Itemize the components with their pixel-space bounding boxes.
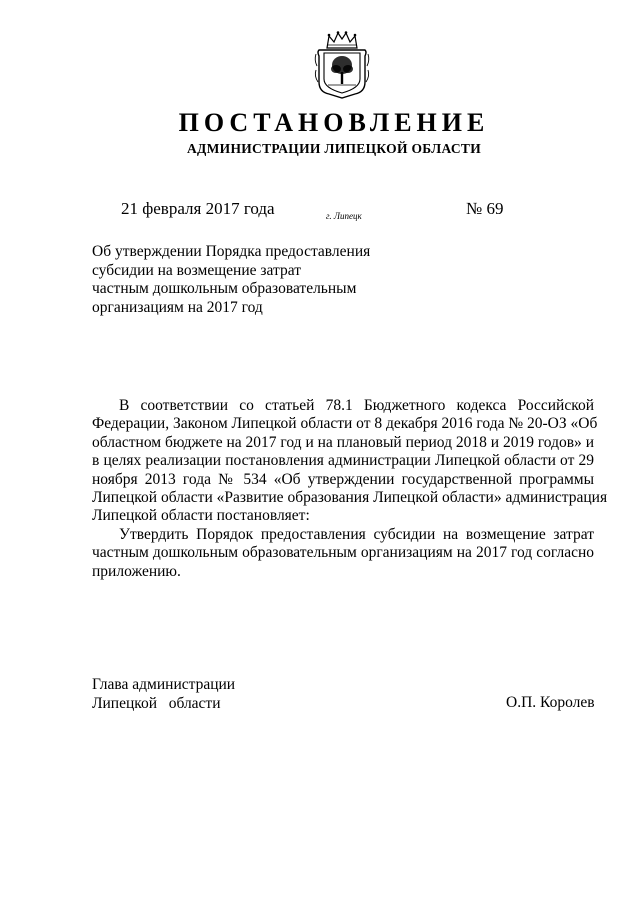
body-line: Липецкой области «Развитие образования Липецкой области» администрация xyxy=(92,489,608,507)
body-line: частным дошкольным образовательным организациям на 2017 год согласно xyxy=(92,544,594,562)
signatory-position-line: Липецкой области xyxy=(92,694,221,712)
document-body xyxy=(92,397,608,581)
body-line: в целях реализации постановления администрации Липецкой области от 29 xyxy=(92,452,594,470)
subject-line: Об утверждении Порядка предоставления xyxy=(92,243,371,260)
subject-line: субсидии на возмещение затрат xyxy=(92,261,301,279)
signatory-position-line: Глава администрации xyxy=(92,676,236,693)
document-date: 21 февраля 2017 года xyxy=(121,199,275,218)
document-title: ПОСТАНОВЛЕНИЕ xyxy=(178,108,490,137)
body-line: В соответствии со статьей 78.1 Бюджетного кодекса Российской xyxy=(119,397,594,414)
document-issuer: АДМИНИСТРАЦИИ ЛИПЕЦКОЙ ОБЛАСТИ xyxy=(186,141,482,156)
body-line: областном бюджете на 2017 год и на плановый период 2018 и 2019 годов» и xyxy=(92,433,594,451)
body-line: Федерации, Законом Липецкой области от 8 декабря 2016 года № 20-ОЗ «Об xyxy=(92,415,598,433)
signatory-name: О.П. Королев xyxy=(506,694,595,711)
body-line: приложению. xyxy=(92,562,181,580)
body-line: Липецкой области постановляет: xyxy=(92,507,310,525)
document-subject xyxy=(92,243,392,317)
signatory-position xyxy=(92,676,235,713)
coat-of-arms-icon xyxy=(313,30,371,100)
body-line: Утвердить Порядок предоставления субсидии на возмещение затрат xyxy=(119,525,594,543)
document-city: г. Липецк xyxy=(326,211,362,221)
document-number: № 69 xyxy=(466,199,504,218)
subject-line: организациям на 2017 год xyxy=(92,298,263,316)
subject-line: частным дошкольным образовательным xyxy=(92,280,357,297)
body-line: ноября 2013 года № 534 «Об утверждении государственной программы xyxy=(92,470,594,488)
